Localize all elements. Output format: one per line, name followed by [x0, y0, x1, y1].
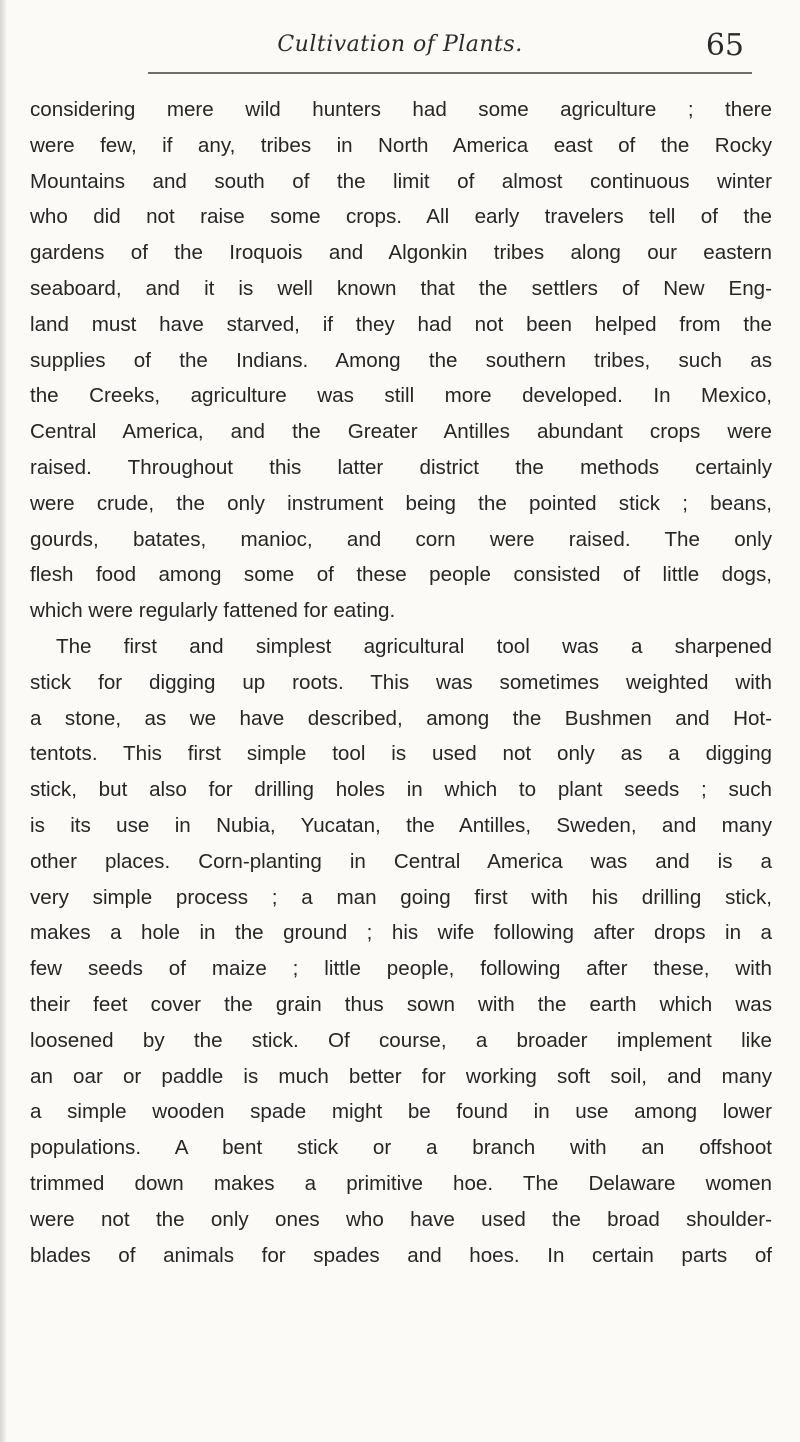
text-line: gardens of the Iroquois and Algonkin tribes along our eastern [30, 241, 772, 265]
text-line: the Creeks, agriculture was still more developed. In Mexico, [30, 384, 772, 408]
text-line: considering mere wild hunters had some agriculture ; there [30, 98, 772, 121]
text-line: Central America, and the Greater Antilles abundant crops were [30, 420, 772, 444]
text-line: blades of animals for spades and hoes. In certain parts of [30, 1243, 772, 1267]
text-line: trimmed down makes a primitive hoe. The Delaware women [30, 1171, 772, 1195]
text-line: stick for digging up roots. This was sometimes weighted with [30, 670, 772, 694]
text-line: flesh food among some of these people consisted of little dogs, [30, 563, 772, 587]
text-line: a stone, as we have described, among the Bushmen and Hot- [30, 706, 772, 730]
text-line: who did not raise some crops. All early travelers tell of the [30, 205, 772, 229]
text-line: land must have starved, if they had not been helped from the [30, 312, 772, 336]
page-number: 65 [705, 28, 744, 63]
text-line: supplies of the Indians. Among the southern tribes, such as [30, 348, 772, 372]
text-line: gourds, batates, manioc, and corn were raised. The only [30, 527, 772, 551]
text-line: stick, but also for drilling holes in which to plant seeds ; such [30, 778, 772, 802]
page-header [0, 28, 800, 68]
text-line: a simple wooden spade might be found in use among lower [30, 1100, 772, 1124]
text-line: tentots. This first simple tool is used not only as a digging [30, 742, 772, 766]
text-line: were not the only ones who have used the broad shoulder- [30, 1207, 772, 1231]
text-line: seaboard, and it is well known that the settlers of New Eng- [30, 276, 772, 300]
header-rule [148, 72, 752, 74]
text-line: few seeds of maize ; little people, following after these, with [30, 957, 772, 981]
text-line: other places. Corn-planting in Central America was and is a [30, 849, 772, 873]
text-line: were crude, the only instrument being the pointed stick ; beans, [30, 491, 772, 515]
text-line: The first and simplest agricultural tool was a sharpened [56, 634, 772, 658]
running-title: Cultivation of Plants. [277, 32, 523, 57]
text-line: which were regularly fattened for eating. [30, 599, 396, 623]
text-line: were few, if any, tribes in North America east of the Rocky [30, 133, 772, 157]
body-text [30, 92, 772, 1273]
text-line: an oar or paddle is much better for working soft soil, and many [30, 1064, 772, 1088]
page-binding-edge [0, 0, 6, 1442]
text-line: populations. A bent stick or a branch with an offshoot [30, 1136, 772, 1160]
text-line: very simple process ; a man going first with his drilling stick, [30, 885, 772, 909]
text-line: loosened by the stick. Of course, a broader implement like [30, 1028, 772, 1052]
text-line: makes a hole in the ground ; his wife following after drops in a [30, 921, 772, 945]
text-line: their feet cover the grain thus sown with the earth which was [30, 992, 772, 1016]
text-line: Mountains and south of the limit of almost continuous winter [30, 169, 772, 193]
text-line: raised. Throughout this latter district the methods certainly [30, 455, 772, 479]
text-line: is its use in Nubia, Yucatan, the Antilles, Sweden, and many [30, 813, 772, 837]
